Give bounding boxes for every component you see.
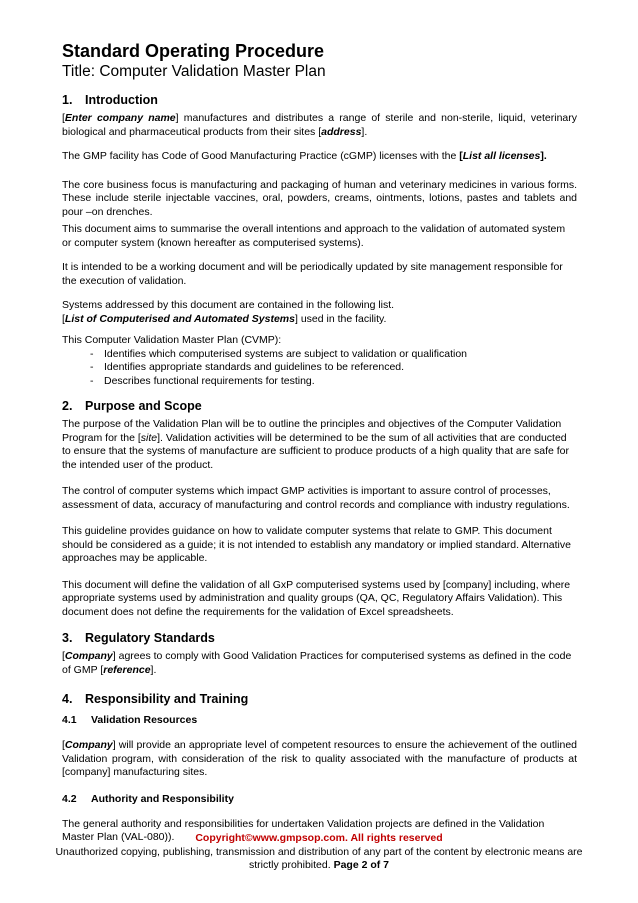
placeholder-company: Company — [64, 739, 113, 751]
legal-notice: Unauthorized copying, publishing, transmission and distribution of any part of the content by electronic means are strictly prohibited. Page 2 of 7 — [55, 845, 583, 871]
section-2-heading — [62, 398, 577, 414]
placeholder-company: Company — [64, 650, 113, 662]
list-item: - Describes functional requirements for testing. — [90, 375, 577, 389]
placeholder-site: site — [140, 431, 158, 444]
section-4-heading — [62, 691, 577, 707]
placeholder-licenses: List all licenses — [462, 150, 541, 162]
placeholder-company-name: Enter company name — [64, 112, 176, 124]
cvmp-list — [62, 348, 577, 389]
intro-paragraph-business: The core business focus is manufacturing and packaging of human and veterinary medicines in various forms. These include sterile injectable vaccines, oral, powders, creams, ointments, lotions, pastes and tablets and pour –on drenches. — [62, 178, 577, 218]
subsection-4-1-heading — [62, 713, 577, 727]
intro-paragraph-systems: Systems addressed by this document are contained in the following list. [List of Computerised and Automated Systems] used in the facility. — [62, 299, 395, 325]
subsection-title: Validation Resources — [91, 714, 198, 726]
subsection-number: 4.2 — [62, 792, 77, 805]
intro-paragraph-cvmp: This Computer Validation Master Plan (CVMP): — [62, 334, 282, 346]
regulatory-paragraph: [Company] agrees to comply with Good Validation Practices for computerised systems as defined in the code of GMP [reference]. — [62, 650, 572, 676]
subsection-4-2-heading — [62, 792, 577, 806]
placeholder-systems-list: List of Computerised and Automated Systems — [64, 312, 295, 325]
placeholder-address: address — [321, 125, 362, 138]
section-title: Introduction — [85, 93, 158, 107]
intro-paragraph-licenses: The GMP facility has Code of Good Manufacturing Practice (cGMP) licenses with the [List all licenses]. — [62, 150, 547, 162]
list-item: - Identifies which computerised systems are subject to validation or qualification — [90, 348, 577, 362]
authority-paragraph: The general authority and responsibilities for undertaken Validation projects are defined in the Validation Master Plan (VAL-080)). — [62, 817, 545, 843]
purpose-paragraph: The purpose of the Validation Plan will be to outline the principles and objectives of the Computer Validation Program for the [site]. Validation activities will be determined to be the sum of all activities that are conducted to ensure that the systems of manufacture are sufficient to produce products of a high quality that are safe for the intended user of the product. — [62, 418, 570, 471]
guideline-paragraph: This guideline provides guidance on how to validate computer systems that relate to GMP. This document should be considered as a guide; it is not intended to establish any mandatory or implied standard. Alternative approaches may be applicable. — [62, 525, 571, 564]
control-paragraph: The control of computer systems which impact GMP activities is important to assure control of processes, assessment of data, accuracy of manufacturing and control records and compliance with industry regulations. — [62, 485, 570, 511]
section-3-heading — [62, 630, 577, 646]
scope-paragraph: This document will define the validation of all GxP computerised systems used by [company] including, where appropriate systems used by administration and quality groups (QA, QC, Regulatory Affairs Validation). This document does not define the requirements for the validation of Excel spreadsheets. — [62, 578, 571, 618]
section-title: Responsibility and Training — [85, 692, 249, 706]
document-title: Standard Operating Procedure — [62, 41, 325, 61]
intro-paragraph-aim: This document aims to summarise the overall intentions and approach to the validation of automated system or computer system (known hereafter as computerised systems). — [62, 223, 566, 249]
subsection-number: 4.1 — [62, 714, 77, 726]
page-footer — [40, 832, 598, 873]
section-title: Regulatory Standards — [85, 631, 215, 645]
placeholder-reference: reference — [103, 663, 151, 676]
section-number: 1. — [62, 93, 73, 107]
section-number: 3. — [62, 631, 73, 645]
list-item: - Identifies appropriate standards and guidelines to be referenced. — [90, 361, 577, 375]
resources-paragraph: [Company] will provide an appropriate level of competent resources to ensure the achievement of the outlined Validation program, with consideration of the risk to quality associated with the manufacture of products at [company] manufacturing sites. — [62, 739, 577, 778]
document-page — [62, 40, 577, 856]
intro-paragraph-company: [Enter company name] manufactures and distributes a range of sterile and non-sterile, liquid, veterinary biological and pharmaceutical products from their sites [address]. — [62, 112, 578, 138]
intro-paragraph-working-doc: It is intended to be a working document and will be periodically updated by site management responsible for the execution of validation. — [62, 261, 563, 287]
section-number: 2. — [62, 399, 73, 413]
section-number: 4. — [62, 692, 73, 706]
document-subtitle: Title: Computer Validation Master Plan — [62, 63, 326, 80]
section-title: Purpose and Scope — [85, 399, 202, 413]
subsection-title: Authority and Responsibility — [91, 792, 234, 805]
copyright-notice: Copyright©www.gmpsop.com. All rights reserved — [195, 832, 443, 844]
page-number: Page 2 of 7 — [333, 859, 390, 871]
section-1-heading — [62, 92, 577, 108]
